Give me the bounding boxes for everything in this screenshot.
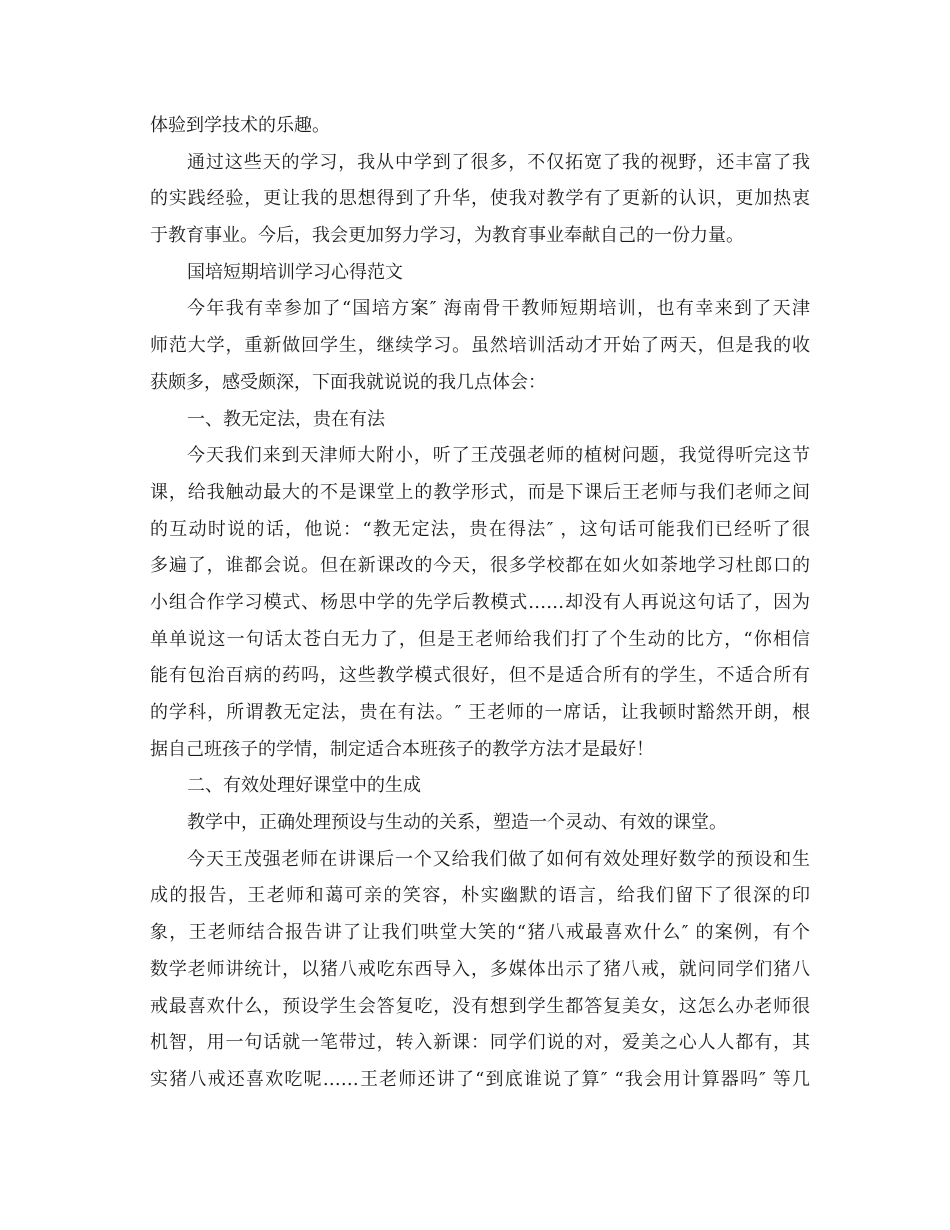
text-line: 师范大学，重新做回学生，继续学习。虽然培训活动才开始了两天，但是我的收 (150, 335, 810, 357)
document-body (150, 108, 810, 1099)
text-line: 成的报告，王老师和蔼可亲的笑容，朴实幽默的语言，给我们留下了很深的印 (150, 885, 810, 907)
text-line: 体验到学技术的乐趣。 (150, 115, 330, 136)
text-line: 的学科，所谓教无定法，贵在有法。″ 王老师的一席话，让我顿时豁然开朗，根 (150, 702, 810, 723)
text-line: 实猪八戒还喜欢吃呢……王老师还讲了“到底谁说了算″ “我会用计算器吗″ 等几 (150, 1068, 810, 1090)
text-line: 单单说这一句话太苍白无力了，但是王老师给我们打了个生动的比方，“你相信 (150, 628, 810, 650)
text-line: 的实践经验，更让我的思想得到了升华，使我对教学有了更新的认识，更加热衷 (150, 188, 810, 210)
text-line: 今年我有幸参加了“国培方案″ 海南骨干教师短期培训，也有幸来到了天津 (187, 298, 810, 320)
text-line: 的互动时说的话，他说：“教无定法，贵在得法″ ，这句话可能我们已经听了很 (150, 518, 810, 540)
text-line: 今天王茂强老师在讲课后一个又给我们做了如何有效处理好数学的预设和生 (187, 848, 810, 870)
text-line: 今天我们来到天津师大附小，听了王茂强老师的植树问题，我觉得听完这节 (187, 445, 810, 467)
text-line: 通过这些天的学习，我从中学到了很多，不仅拓宽了我的视野，还丰富了我 (187, 151, 810, 173)
text-line: 二、有效处理好课堂中的生成 (187, 775, 421, 797)
text-line: 于教育事业。今后，我会更加努力学习，为教育事业奉献自己的一份力量。 (150, 225, 744, 247)
text-line: 教学中，正确处理预设与生动的关系，塑造一个灵动、有效的课堂。 (187, 812, 727, 834)
text-line: 国培短期培训学习心得范文 (187, 261, 403, 283)
text-line: 戒最喜欢什么，预设学生会答复吃，没有想到学生都答复美女，这怎么办老师很 (150, 995, 810, 1017)
text-line: 象，王老师结合报告讲了让我们哄堂大笑的“猪八戒最喜欢什么″ 的案例，有个 (150, 922, 810, 944)
text-line: 数学老师讲统计，以猪八戒吃东西导入，多媒体出示了猪八戒，就问同学们猪八 (150, 958, 810, 980)
text-line: 据自己班孩子的学情，制定适合本班孩子的教学方法才是最好！ (150, 738, 654, 760)
text-line: 课，给我触动最大的不是课堂上的教学形式，而是下课后王老师与我们老师之间 (150, 481, 810, 503)
text-line: 获颇多，感受颇深，下面我就说说的我几点体会： (150, 371, 546, 393)
text-line: 小组合作学习模式、杨思中学的先学后教模式……却没有人再说这句话了，因为 (150, 591, 810, 613)
text-line: 能有包治百病的药吗，这些教学模式很好，但不是适合所有的学生，不适合所有 (150, 665, 810, 687)
text-line: 一、教无定法，贵在有法 (187, 408, 385, 430)
text-line: 多遍了，谁都会说。但在新课改的今天，很多学校都在如火如荼地学习杜郎口的 (150, 555, 810, 577)
text-line: 机智，用一句话就一笔带过，转入新课：同学们说的对，爱美之心人人都有，其 (150, 1032, 810, 1054)
